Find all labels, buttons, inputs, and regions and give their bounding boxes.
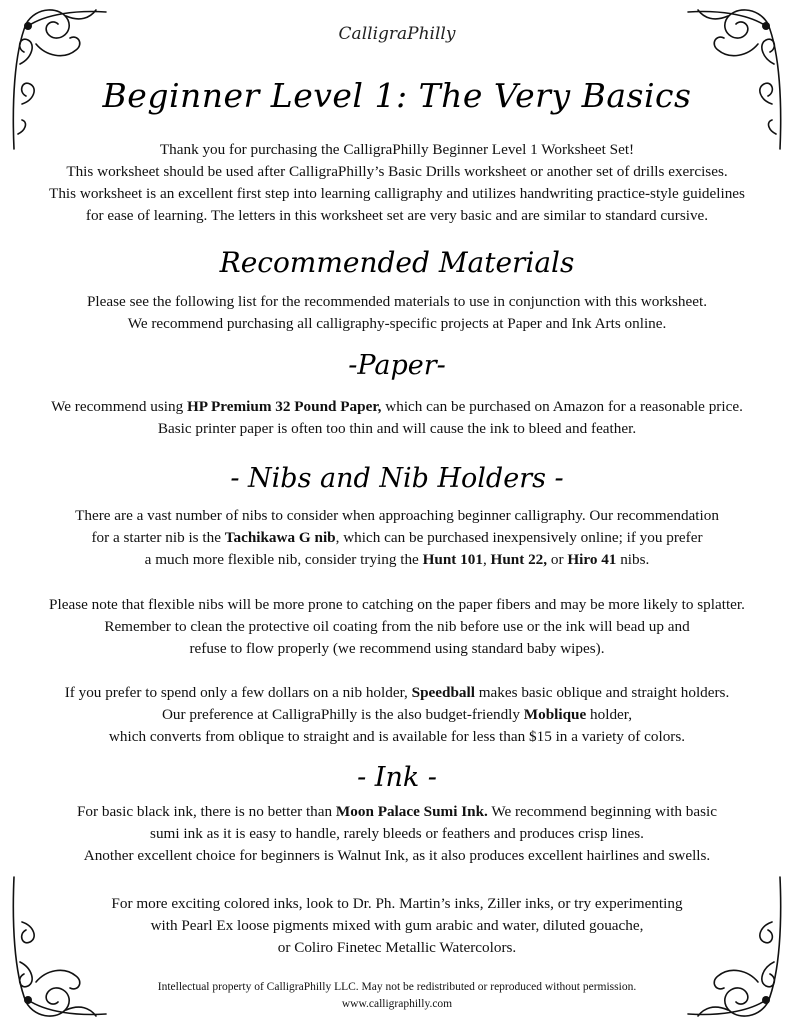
intro-line: for ease of learning. The letters in this worksheet set are very basic and are similar to standard cursive.	[85, 207, 709, 224]
text: or	[547, 551, 568, 568]
brand-name: CalligraPhilly	[338, 24, 456, 44]
nibs-paragraph-2	[0, 594, 794, 660]
ink-line: or Coliro Finetec Metallic Watercolors.	[277, 939, 517, 956]
ink-heading: - Ink -	[357, 762, 437, 793]
product-name: Tachikawa G nib	[224, 529, 336, 546]
paper-line-2: Basic printer paper is often too thin and will cause the ink to bleed and feather.	[157, 420, 637, 437]
copyright-notice: Intellectual property of CalligraPhilly LLC. May not be redistributed or reproduced without permission.	[157, 981, 637, 993]
text: Our preference at CalligraPhilly is the also budget-friendly	[161, 706, 524, 723]
nibs-line: which converts from oblique to straight and is available for less than $15 in a variety of colors.	[108, 728, 686, 745]
text: We recommend using	[51, 398, 187, 415]
nibs-heading: - Nibs and Nib Holders -	[230, 463, 564, 494]
text: ,	[482, 551, 491, 568]
product-name: Hiro 41	[567, 551, 617, 568]
text: nibs.	[616, 551, 650, 568]
text: For basic black ink, there is no better than	[76, 803, 336, 820]
product-name: HP Premium 32 Pound Paper,	[186, 398, 382, 415]
intro-line: This worksheet is an excellent first step into learning calligraphy and utilizes handwriting practice-style guidelines	[49, 185, 745, 202]
ink-line: Another excellent choice for beginners is Walnut Ink, as it also produces excellent hairlines and swells.	[83, 847, 711, 864]
intro-paragraph	[0, 139, 794, 227]
nibs-line: Remember to clean the protective oil coating from the nib before use or the ink will bead up and	[104, 618, 690, 635]
product-name: Hunt 101	[422, 551, 483, 568]
text: If you prefer to spend only a few dollars on a nib holder,	[64, 684, 412, 701]
nibs-line	[0, 527, 794, 549]
intro-line: This worksheet should be used after CalligraPhilly’s Basic Drills worksheet or another set of drills exercises.	[66, 163, 728, 180]
paper-heading: -Paper-	[348, 350, 446, 381]
text: a much more flexible nib, consider trying the	[144, 551, 423, 568]
materials-heading: Recommended Materials	[219, 246, 575, 279]
text: , which can be purchased inexpensively online; if you prefer	[335, 529, 703, 546]
product-name: Speedball	[411, 684, 475, 701]
ink-paragraph-2	[0, 893, 794, 959]
product-name: Hunt 22,	[490, 551, 548, 568]
text: which can be purchased on Amazon for a reasonable price.	[381, 398, 743, 415]
footer	[0, 979, 794, 1013]
text: for a starter nib is the	[91, 529, 225, 546]
ink-line: with Pearl Ex loose pigments mixed with gum arabic and water, diluted gouache,	[150, 917, 644, 934]
materials-paragraph	[0, 291, 794, 335]
text: We recommend beginning with basic	[487, 803, 718, 820]
nibs-line	[0, 682, 794, 704]
nibs-line: Please note that flexible nibs will be more prone to catching on the paper fibers and may be more likely to splatter.	[49, 596, 745, 613]
nibs-paragraph-3	[0, 682, 794, 748]
materials-line: We recommend purchasing all calligraphy-specific projects at Paper and Ink Arts online.	[127, 315, 667, 332]
product-name: Moon Palace Sumi Ink.	[335, 803, 488, 820]
nibs-line: refuse to flow properly (we recommend using standard baby wipes).	[189, 640, 605, 657]
paper-line-1	[0, 396, 794, 418]
materials-line: Please see the following list for the recommended materials to use in conjunction with this worksheet.	[86, 293, 707, 310]
intro-line: Thank you for purchasing the CalligraPhilly Beginner Level 1 Worksheet Set!	[159, 141, 635, 158]
ink-line: For more exciting colored inks, look to Dr. Ph. Martin’s inks, Ziller inks, or try experimenting	[111, 895, 683, 912]
page-title: Beginner Level 1: The Very Basics	[102, 76, 692, 115]
nibs-line: There are a vast number of nibs to consider when approaching beginner calligraphy. Our recommendation	[75, 507, 719, 524]
nibs-line	[0, 704, 794, 726]
ink-line: sumi ink as it is easy to handle, rarely bleeds or feathers and produces crisp lines.	[150, 825, 644, 842]
paper-paragraph	[0, 396, 794, 440]
ink-line	[0, 801, 794, 823]
product-name: Moblique	[523, 706, 587, 723]
text: holder,	[586, 706, 633, 723]
nibs-line	[0, 549, 794, 571]
nibs-paragraph-1	[0, 505, 794, 571]
ink-paragraph-1	[0, 801, 794, 867]
website-link[interactable]: www.calligraphilly.com	[341, 998, 453, 1010]
text: makes basic oblique and straight holders.	[474, 684, 730, 701]
